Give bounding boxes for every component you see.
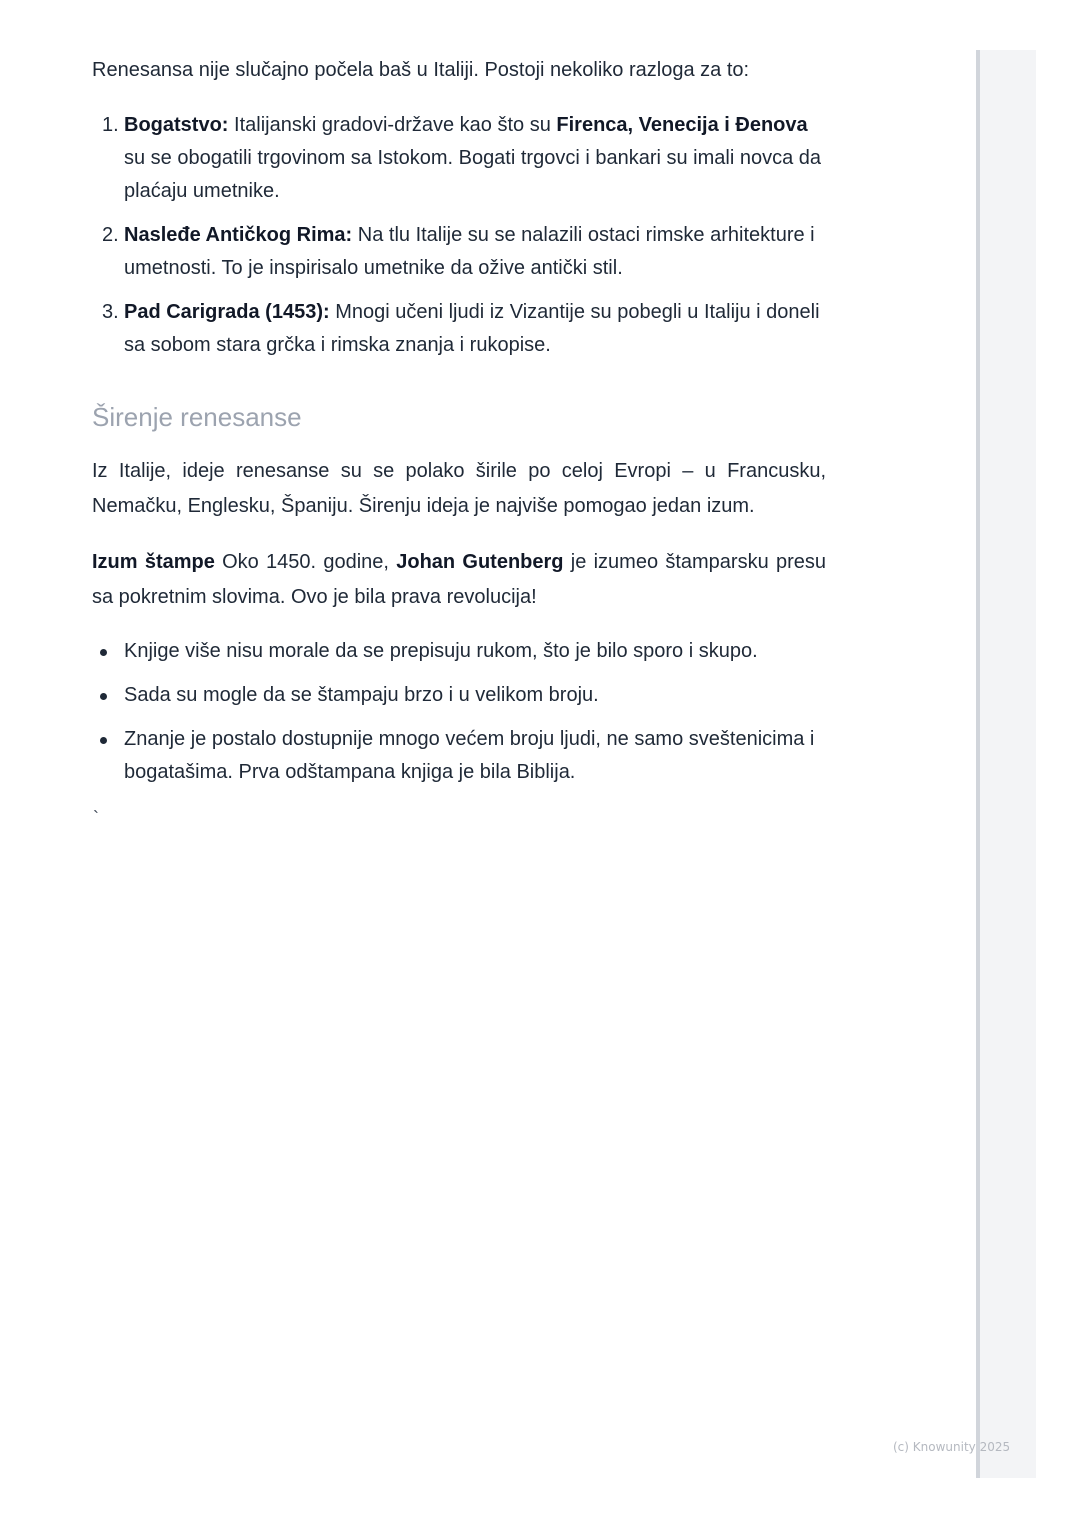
reason-item-rome bbox=[102, 219, 826, 285]
reason-title: Pad Carigrada (1453): bbox=[124, 301, 330, 323]
printing-label: Izum štampe bbox=[92, 551, 215, 573]
list-number: 2. bbox=[102, 224, 119, 246]
list-item bbox=[124, 635, 826, 668]
section-heading: Širenje renesanse bbox=[92, 402, 302, 432]
printing-text: Oko 1450. godine, bbox=[214, 551, 397, 573]
bullet-icon bbox=[100, 649, 107, 656]
effect-text: Sada su mogle da se štampaju brzo i u velikom broju. bbox=[124, 684, 599, 706]
stray-backtick: ` bbox=[93, 808, 99, 828]
effect-text: Knjige više nisu morale da se prepisuju rukom, što je bilo sporo i skupo. bbox=[124, 640, 758, 662]
printing-text: je izumeo štamparsku presu sa pokretnim slovima. Ovo je bila prava revolucija! bbox=[92, 551, 827, 608]
reason-text: Mnogi učeni ljudi iz Vizantije su pobegli u Italiju i doneli sa sobom stara grčka i rimska znanja i rukopise. bbox=[124, 301, 820, 356]
reason-title: Nasleđe Antičkog Rima: bbox=[124, 224, 353, 246]
reason-text: Na tlu Italije su se nalazili ostaci rimske arhitekture i umetnosti. To je inspirisalo umetnike da ožive antički stil. bbox=[124, 224, 815, 279]
side-scrollbar-panel bbox=[976, 50, 1036, 1478]
list-item bbox=[124, 723, 826, 789]
bullet-icon bbox=[100, 693, 107, 700]
bullet-icon bbox=[100, 737, 107, 744]
reason-item-constantinople bbox=[102, 296, 826, 362]
list-number: 3. bbox=[102, 301, 119, 323]
intro-paragraph: Renesansa nije slučajno počela baš u Italiji. Postoji nekoliko razloga za to: bbox=[92, 59, 750, 81]
gutenberg-name: Johan Gutenberg bbox=[396, 551, 564, 573]
document-body bbox=[92, 54, 826, 800]
list-number: 1. bbox=[102, 114, 119, 136]
effect-text: Znanje je postalo dostupnije mnogo većem broju ljudi, ne samo sveštenicima i bogatašima. Prva odštampana knjiga je bila Biblija. bbox=[124, 728, 815, 783]
reason-cities: Firenca, Venecija i Đenova bbox=[556, 114, 808, 136]
reason-item-wealth bbox=[102, 109, 826, 208]
list-item bbox=[124, 679, 826, 712]
spread-section bbox=[92, 454, 826, 615]
reasons-list bbox=[92, 109, 826, 362]
reason-title: Bogatstvo: bbox=[124, 114, 229, 136]
printing-paragraph bbox=[92, 545, 826, 615]
reason-text: su se obogatili trgovinom sa Istokom. Bogati trgovci i bankari su imali novca da plaćaju umetnike. bbox=[124, 147, 822, 202]
spread-paragraph: Iz Italije, ideje renesanse su se polako širile po celoj Evropi – u Francusku, Nemačku, Englesku, Španiju. Širenju ideja je najviše pomogao jedan izum. bbox=[92, 460, 826, 517]
effects-list bbox=[92, 635, 826, 789]
copyright-watermark: (c) Knowunity 2025 bbox=[893, 1440, 1011, 1454]
reason-text: Italijanski gradovi-države kao što su bbox=[228, 114, 557, 136]
